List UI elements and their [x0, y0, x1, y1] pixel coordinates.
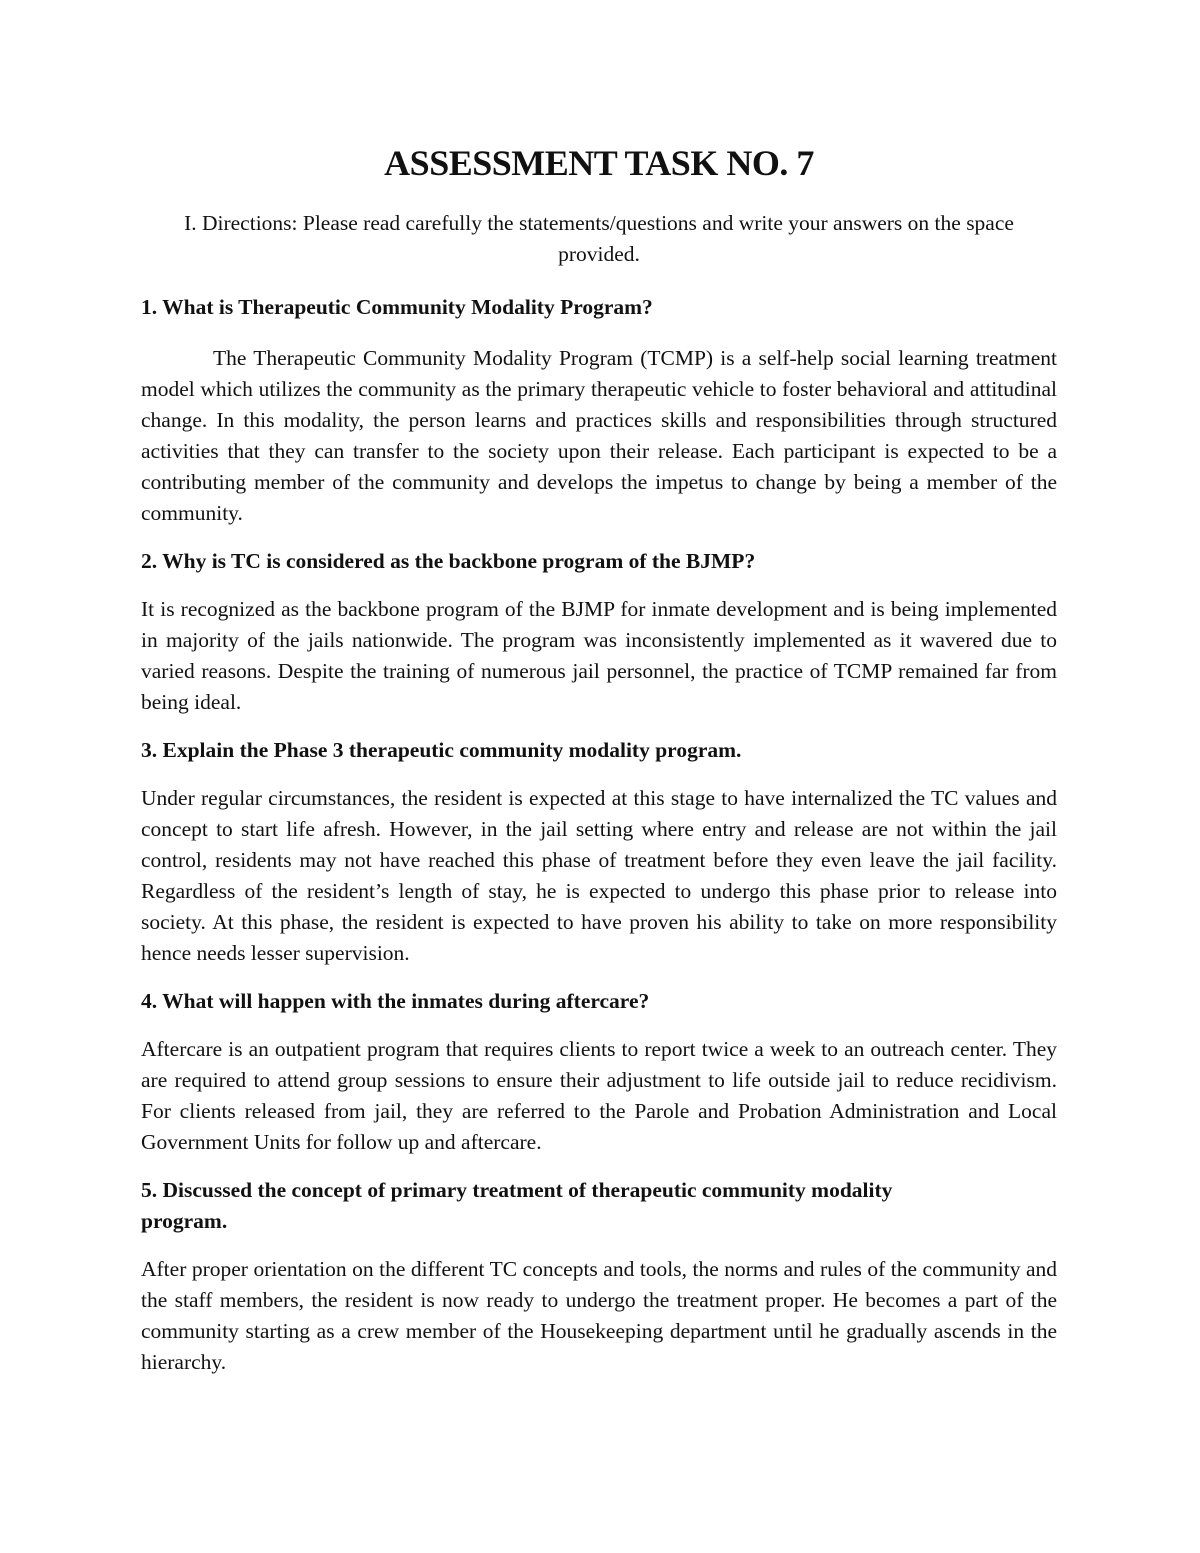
answer-5: After proper orientation on the different TC concepts and tools, the norms and rules of the community and the staff members, the resident is now ready to undergo the treatment proper. He becomes a part of the community starting as a crew member of the Housekeeping department until he gradually ascends in the hierarchy. — [141, 1257, 1057, 1374]
document-title: ASSESSMENT TASK NO. 7 — [384, 143, 814, 183]
question-1: 1. What is Therapeutic Community Modality Program? — [141, 295, 653, 319]
question-5: 5. Discussed the concept of primary treatment of therapeutic community modality program. — [141, 1178, 893, 1233]
question-3: 3. Explain the Phase 3 therapeutic community modality program. — [141, 738, 742, 762]
directions-text: I. Directions: Please read carefully the statements/questions and write your answers on the space provided. — [184, 211, 1014, 266]
question-2: 2. Why is TC is considered as the backbone program of the BJMP? — [141, 549, 756, 573]
document-page — [141, 138, 1057, 1378]
answer-2: It is recognized as the backbone program of the BJMP for inmate development and is being implemented in majority of the jails nationwide. The program was inconsistently implemented as it wavered due to varied reasons. Despite the training of numerous jail personnel, the practice of TCMP remained far from being ideal. — [141, 597, 1057, 714]
answer-1: The Therapeutic Community Modality Program (TCMP) is a self-help social learning treatment model which utilizes the community as the primary therapeutic vehicle to foster behavioral and attitudinal change. In this modality, the person learns and practices skills and responsibilities through structured activities that they can transfer to the society upon their release. Each participant is expected to be a contributing member of the community and develops the impetus to change by being a member of the community. — [141, 346, 1057, 525]
answer-4: Aftercare is an outpatient program that requires clients to report twice a week to an outreach center. They are required to attend group sessions to ensure their adjustment to life outside jail to reduce recidivism. For clients released from jail, they are referred to the Parole and Probation Administration and Local Government Units for follow up and aftercare. — [141, 1037, 1057, 1154]
answer-3: Under regular circumstances, the resident is expected at this stage to have internalized the TC values and concept to start life afresh. However, in the jail setting where entry and release are not within the jail control, residents may not have reached this phase of treatment before they even leave the jail facility. Regardless of the resident’s length of stay, he is expected to undergo this phase prior to release into society. At this phase, the resident is expected to have proven his ability to take on more responsibility hence needs lesser supervision. — [141, 786, 1057, 965]
question-4: 4. What will happen with the inmates during aftercare? — [141, 989, 650, 1013]
